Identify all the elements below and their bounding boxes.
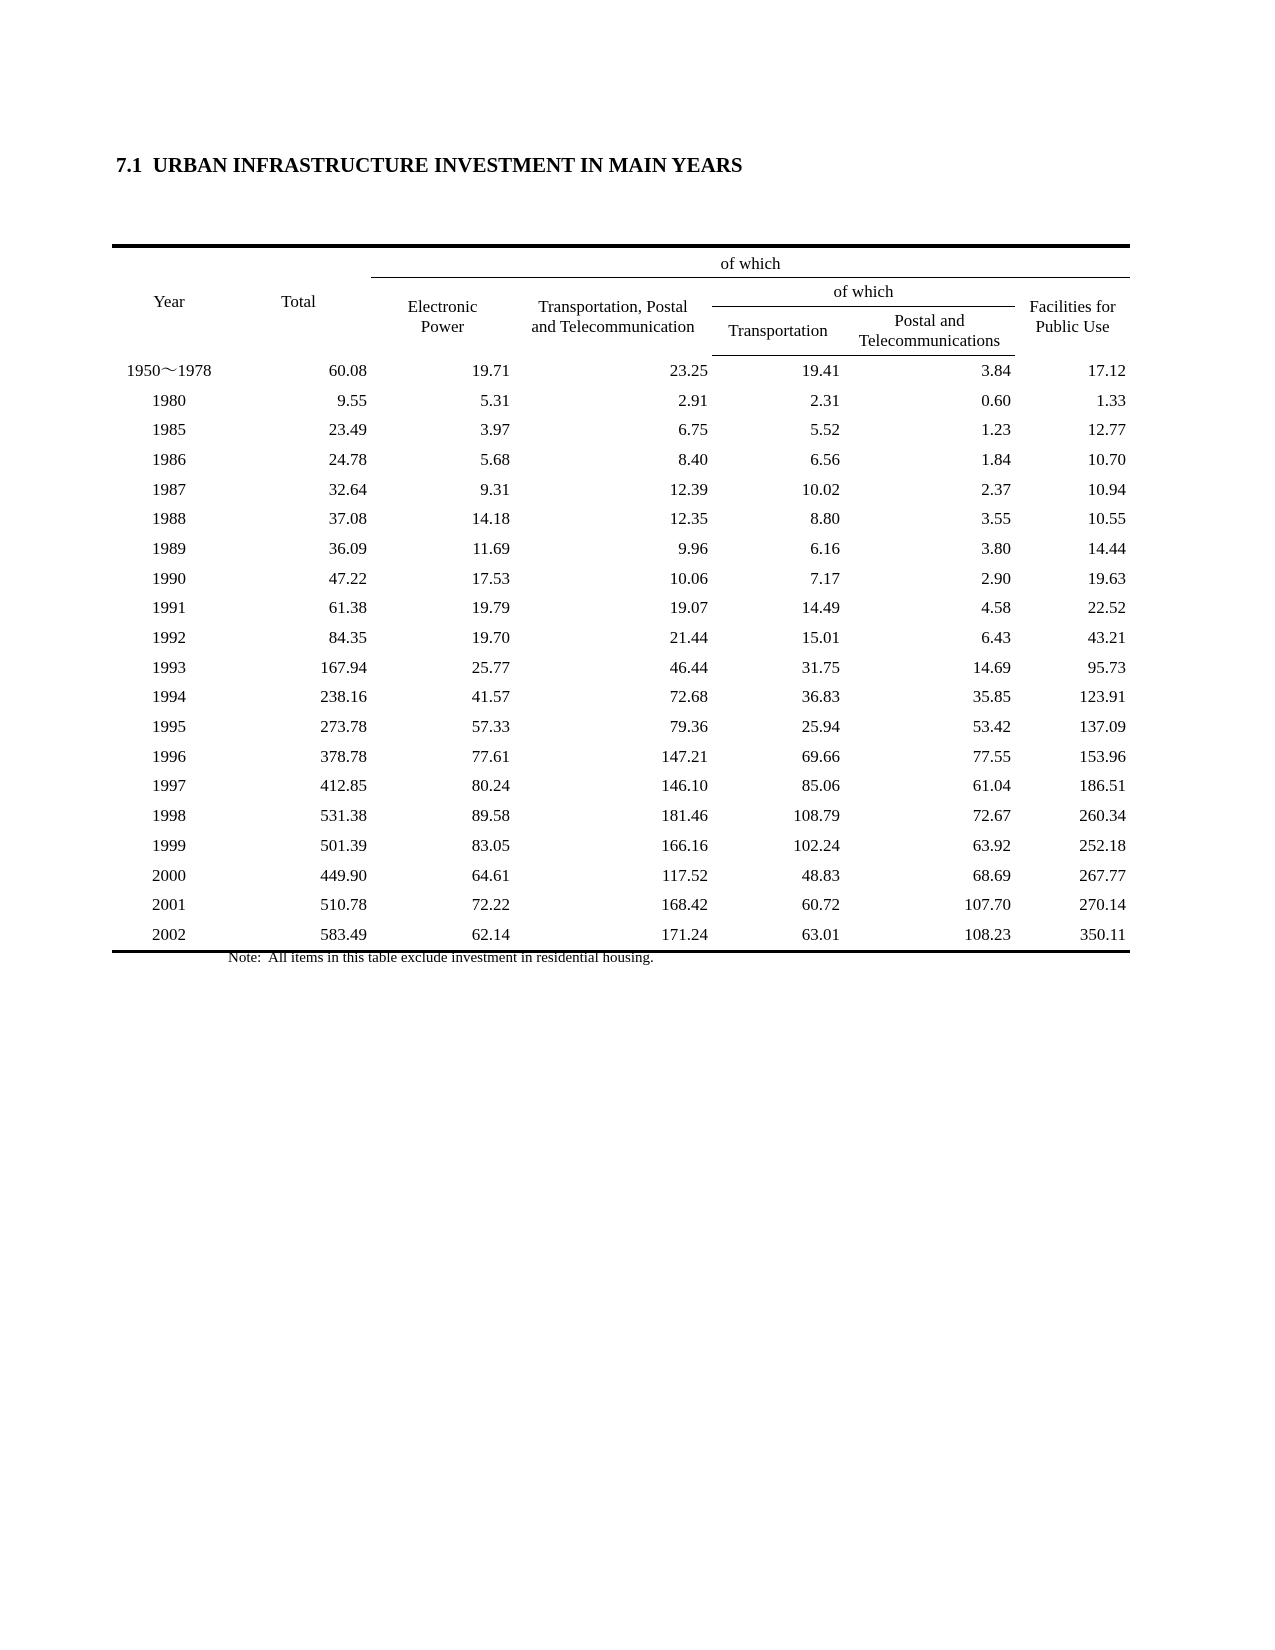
cell-electronic-power: 11.69 [472,538,510,558]
cell-electronic-power: 80.24 [471,776,510,796]
cell-transportation-postal: 9.96 [678,538,708,558]
cell-transportation: 15.01 [801,628,840,648]
cell-postal: 14.69 [972,657,1011,677]
cell-transportation: 19.41 [801,360,840,380]
cell-transportation-postal: 8.40 [678,449,708,469]
cell-transportation-postal: 181.46 [661,806,708,826]
cell-total: 47.22 [328,568,367,588]
cell-facilities: 123.91 [1079,687,1127,707]
cell-postal: 4.58 [981,598,1011,618]
cell-transportation: 63.01 [712,920,844,951]
cell-transportation-postal: 146.10 [661,776,708,796]
cell-transportation-postal: 6.75 [678,420,708,440]
cell-electronic-power: 83.05 [471,835,510,855]
cell-transportation-postal: 166.16 [661,835,708,855]
cell-total: 9.55 [337,390,367,410]
cell-postal: 3.84 [981,360,1011,380]
cell-facilities: 260.34 [1079,806,1127,826]
table-row [112,534,1130,564]
cell-postal: 3.55 [981,509,1011,529]
cell-postal: 53.42 [972,717,1011,737]
cell-total: 36.09 [328,538,367,558]
cell-transportation: 69.66 [801,746,840,766]
table-note: Note: All items in this table exclude investment in residential housing. [228,950,654,966]
cell-transportation-postal: 23.25 [669,360,708,380]
cell-facilities: 12.77 [1087,420,1127,440]
cell-transportation-postal: 117.52 [661,865,708,885]
cell-electronic-power: 89.58 [471,806,510,826]
cell-year: 1993 [152,657,186,677]
cell-year: 1988 [152,509,186,529]
table-row [112,475,1130,505]
cell-total: 61.38 [328,598,367,618]
cell-transportation: 60.72 [801,895,840,915]
header-of-which: of which [371,246,1130,278]
cell-facilities: 1.33 [1096,390,1127,410]
cell-postal: 108.23 [844,920,1015,951]
cell-transportation: 14.49 [801,598,840,618]
header-total: Total [226,246,371,356]
cell-transportation: 108.79 [793,806,840,826]
header-transportation: Transportation [712,307,844,356]
header-postal [844,307,1015,356]
cell-year: 1997 [152,776,186,796]
cell-year: 1992 [152,628,186,648]
cell-transportation-postal: 12.35 [669,509,708,529]
cell-transportation: 8.80 [810,509,840,529]
cell-postal: 0.60 [981,390,1011,410]
cell-postal: 2.90 [981,568,1011,588]
cell-year: 1991 [152,598,186,618]
cell-year: 1987 [152,479,186,499]
cell-postal: 68.69 [972,865,1011,885]
cell-electronic-power: 5.68 [480,449,510,469]
cell-transportation-postal: 171.24 [514,920,712,951]
cell-postal: 6.43 [981,628,1011,648]
cell-electronic-power: 19.79 [471,598,510,618]
cell-total: 238.16 [320,687,367,707]
cell-electronic-power: 5.31 [480,390,510,410]
cell-facilities: 22.52 [1087,598,1127,618]
table-row [112,772,1130,802]
cell-total: 510.78 [320,895,367,915]
table-row [112,623,1130,653]
cell-transportation-postal: 72.68 [669,687,708,707]
cell-transportation-postal: 12.39 [669,479,708,499]
cell-postal: 3.80 [981,538,1011,558]
cell-transportation: 7.17 [810,568,840,588]
header-postal-line1: Postal and [894,311,965,330]
cell-electronic-power: 9.31 [480,479,510,499]
cell-transportation: 102.24 [793,835,840,855]
table-row [112,712,1130,742]
cell-electronic-power: 72.22 [471,895,510,915]
cell-transportation: 31.75 [801,657,840,677]
cell-transportation-postal: 21.44 [669,628,708,648]
header-year: Year [112,246,226,356]
cell-transportation-postal: 147.21 [661,746,708,766]
cell-transportation-postal: 19.07 [669,598,708,618]
cell-year: 2001 [152,895,186,915]
cell-facilities: 10.70 [1087,449,1127,469]
table-row [112,920,1130,951]
table-row [112,445,1130,475]
cell-transportation: 10.02 [801,479,840,499]
table-row [112,504,1130,534]
cell-total: 167.94 [320,657,367,677]
cell-year: 1990 [152,568,186,588]
cell-facilities: 19.63 [1087,568,1127,588]
header-electronic-power-line2: Power [420,316,465,336]
cell-electronic-power: 19.70 [471,628,510,648]
cell-facilities: 14.44 [1087,538,1127,558]
cell-facilities: 153.96 [1079,746,1127,766]
cell-electronic-power: 19.71 [471,360,510,380]
cell-total: 501.39 [320,835,367,855]
cell-postal: 72.67 [972,806,1011,826]
cell-total: 449.90 [320,865,367,885]
header-transportation-postal [514,278,712,356]
cell-facilities: 252.18 [1079,835,1127,855]
table-row [112,653,1130,683]
cell-transportation-postal: 2.91 [678,390,708,410]
investment-table [112,244,1130,953]
cell-facilities: 17.12 [1087,360,1127,380]
cell-year: 1980 [152,390,186,410]
cell-transportation: 48.83 [801,865,840,885]
cell-transportation: 36.83 [801,687,840,707]
table-row [112,801,1130,831]
table-row [112,564,1130,594]
cell-transportation: 25.94 [801,717,840,737]
header-electronic-power [371,278,514,356]
cell-total: 531.38 [320,806,367,826]
cell-transportation-postal: 10.06 [669,568,708,588]
cell-electronic-power: 77.61 [471,746,510,766]
cell-electronic-power: 25.77 [471,657,510,677]
cell-total: 24.78 [328,449,367,469]
cell-year: 2000 [152,865,186,885]
cell-postal: 63.92 [972,835,1011,855]
cell-year: 1995 [152,717,186,737]
header-transportation-postal-line2: and Telecommunication [531,316,695,336]
cell-transportation-postal: 46.44 [669,657,708,677]
cell-total: 583.49 [226,920,371,951]
cell-year: 1985 [152,420,186,440]
cell-transportation-postal: 79.36 [669,717,708,737]
cell-postal: 77.55 [972,746,1011,766]
table-row [112,356,1130,386]
table-row [112,831,1130,861]
cell-electronic-power: 17.53 [471,568,510,588]
cell-facilities: 43.21 [1087,628,1127,648]
cell-year: 1994 [152,687,186,707]
cell-total: 37.08 [328,509,367,529]
cell-year: 2002 [112,920,226,951]
cell-total: 32.64 [328,479,367,499]
cell-facilities: 270.14 [1079,895,1127,915]
cell-electronic-power: 57.33 [471,717,510,737]
cell-electronic-power: 14.18 [471,509,510,529]
header-postal-line2: Telecommunications [858,331,1001,350]
cell-total: 60.08 [328,360,367,380]
table-row [112,742,1130,772]
cell-facilities: 267.77 [1079,865,1127,885]
table-row [112,386,1130,416]
cell-year: 1950～1978 [126,360,212,380]
cell-transportation: 85.06 [801,776,840,796]
header-of-which-sub: of which [712,278,1015,307]
header-facilities [1015,278,1130,356]
cell-year: 1996 [152,746,186,766]
cell-postal: 2.37 [981,479,1011,499]
cell-year: 1999 [152,835,186,855]
cell-electronic-power: 41.57 [471,687,510,707]
cell-year: 1989 [152,538,186,558]
cell-year: 1998 [152,806,186,826]
cell-postal: 35.85 [972,687,1011,707]
table-row [112,890,1130,920]
cell-postal: 61.04 [972,776,1011,796]
cell-transportation: 6.56 [810,449,840,469]
cell-transportation-postal: 168.42 [661,895,708,915]
cell-total: 23.49 [328,420,367,440]
table-body [112,356,1130,952]
cell-facilities: 10.94 [1087,479,1127,499]
cell-postal: 1.84 [981,449,1011,469]
cell-transportation: 2.31 [810,390,840,410]
cell-total: 84.35 [328,628,367,648]
cell-electronic-power: 62.14 [371,920,514,951]
page-title: 7.1 URBAN INFRASTRUCTURE INVESTMENT IN MAIN YEARS [116,153,743,177]
cell-facilities: 137.09 [1079,717,1127,737]
cell-total: 412.85 [320,776,367,796]
cell-postal: 1.23 [981,420,1011,440]
cell-total: 378.78 [320,746,367,766]
table-row [112,861,1130,891]
cell-electronic-power: 64.61 [471,865,510,885]
investment-table-container [112,244,1130,953]
table-row [112,594,1130,624]
cell-electronic-power: 3.97 [480,420,510,440]
header-facilities-line2: Public Use [1035,316,1110,336]
header-electronic-power-line1: Electronic [407,296,478,316]
header-transportation-postal-line1: Transportation, Postal [538,296,688,316]
table-row [112,683,1130,713]
cell-transportation: 6.16 [810,538,840,558]
header-facilities-line1: Facilities for [1029,296,1116,316]
cell-facilities: 186.51 [1079,776,1127,796]
cell-postal: 107.70 [964,895,1011,915]
cell-facilities: 10.55 [1087,509,1127,529]
cell-facilities: 95.73 [1087,657,1127,677]
cell-total: 273.78 [320,717,367,737]
cell-facilities: 350.11 [1015,920,1130,951]
cell-year: 1986 [152,449,186,469]
table-row [112,415,1130,445]
cell-transportation: 5.52 [810,420,840,440]
